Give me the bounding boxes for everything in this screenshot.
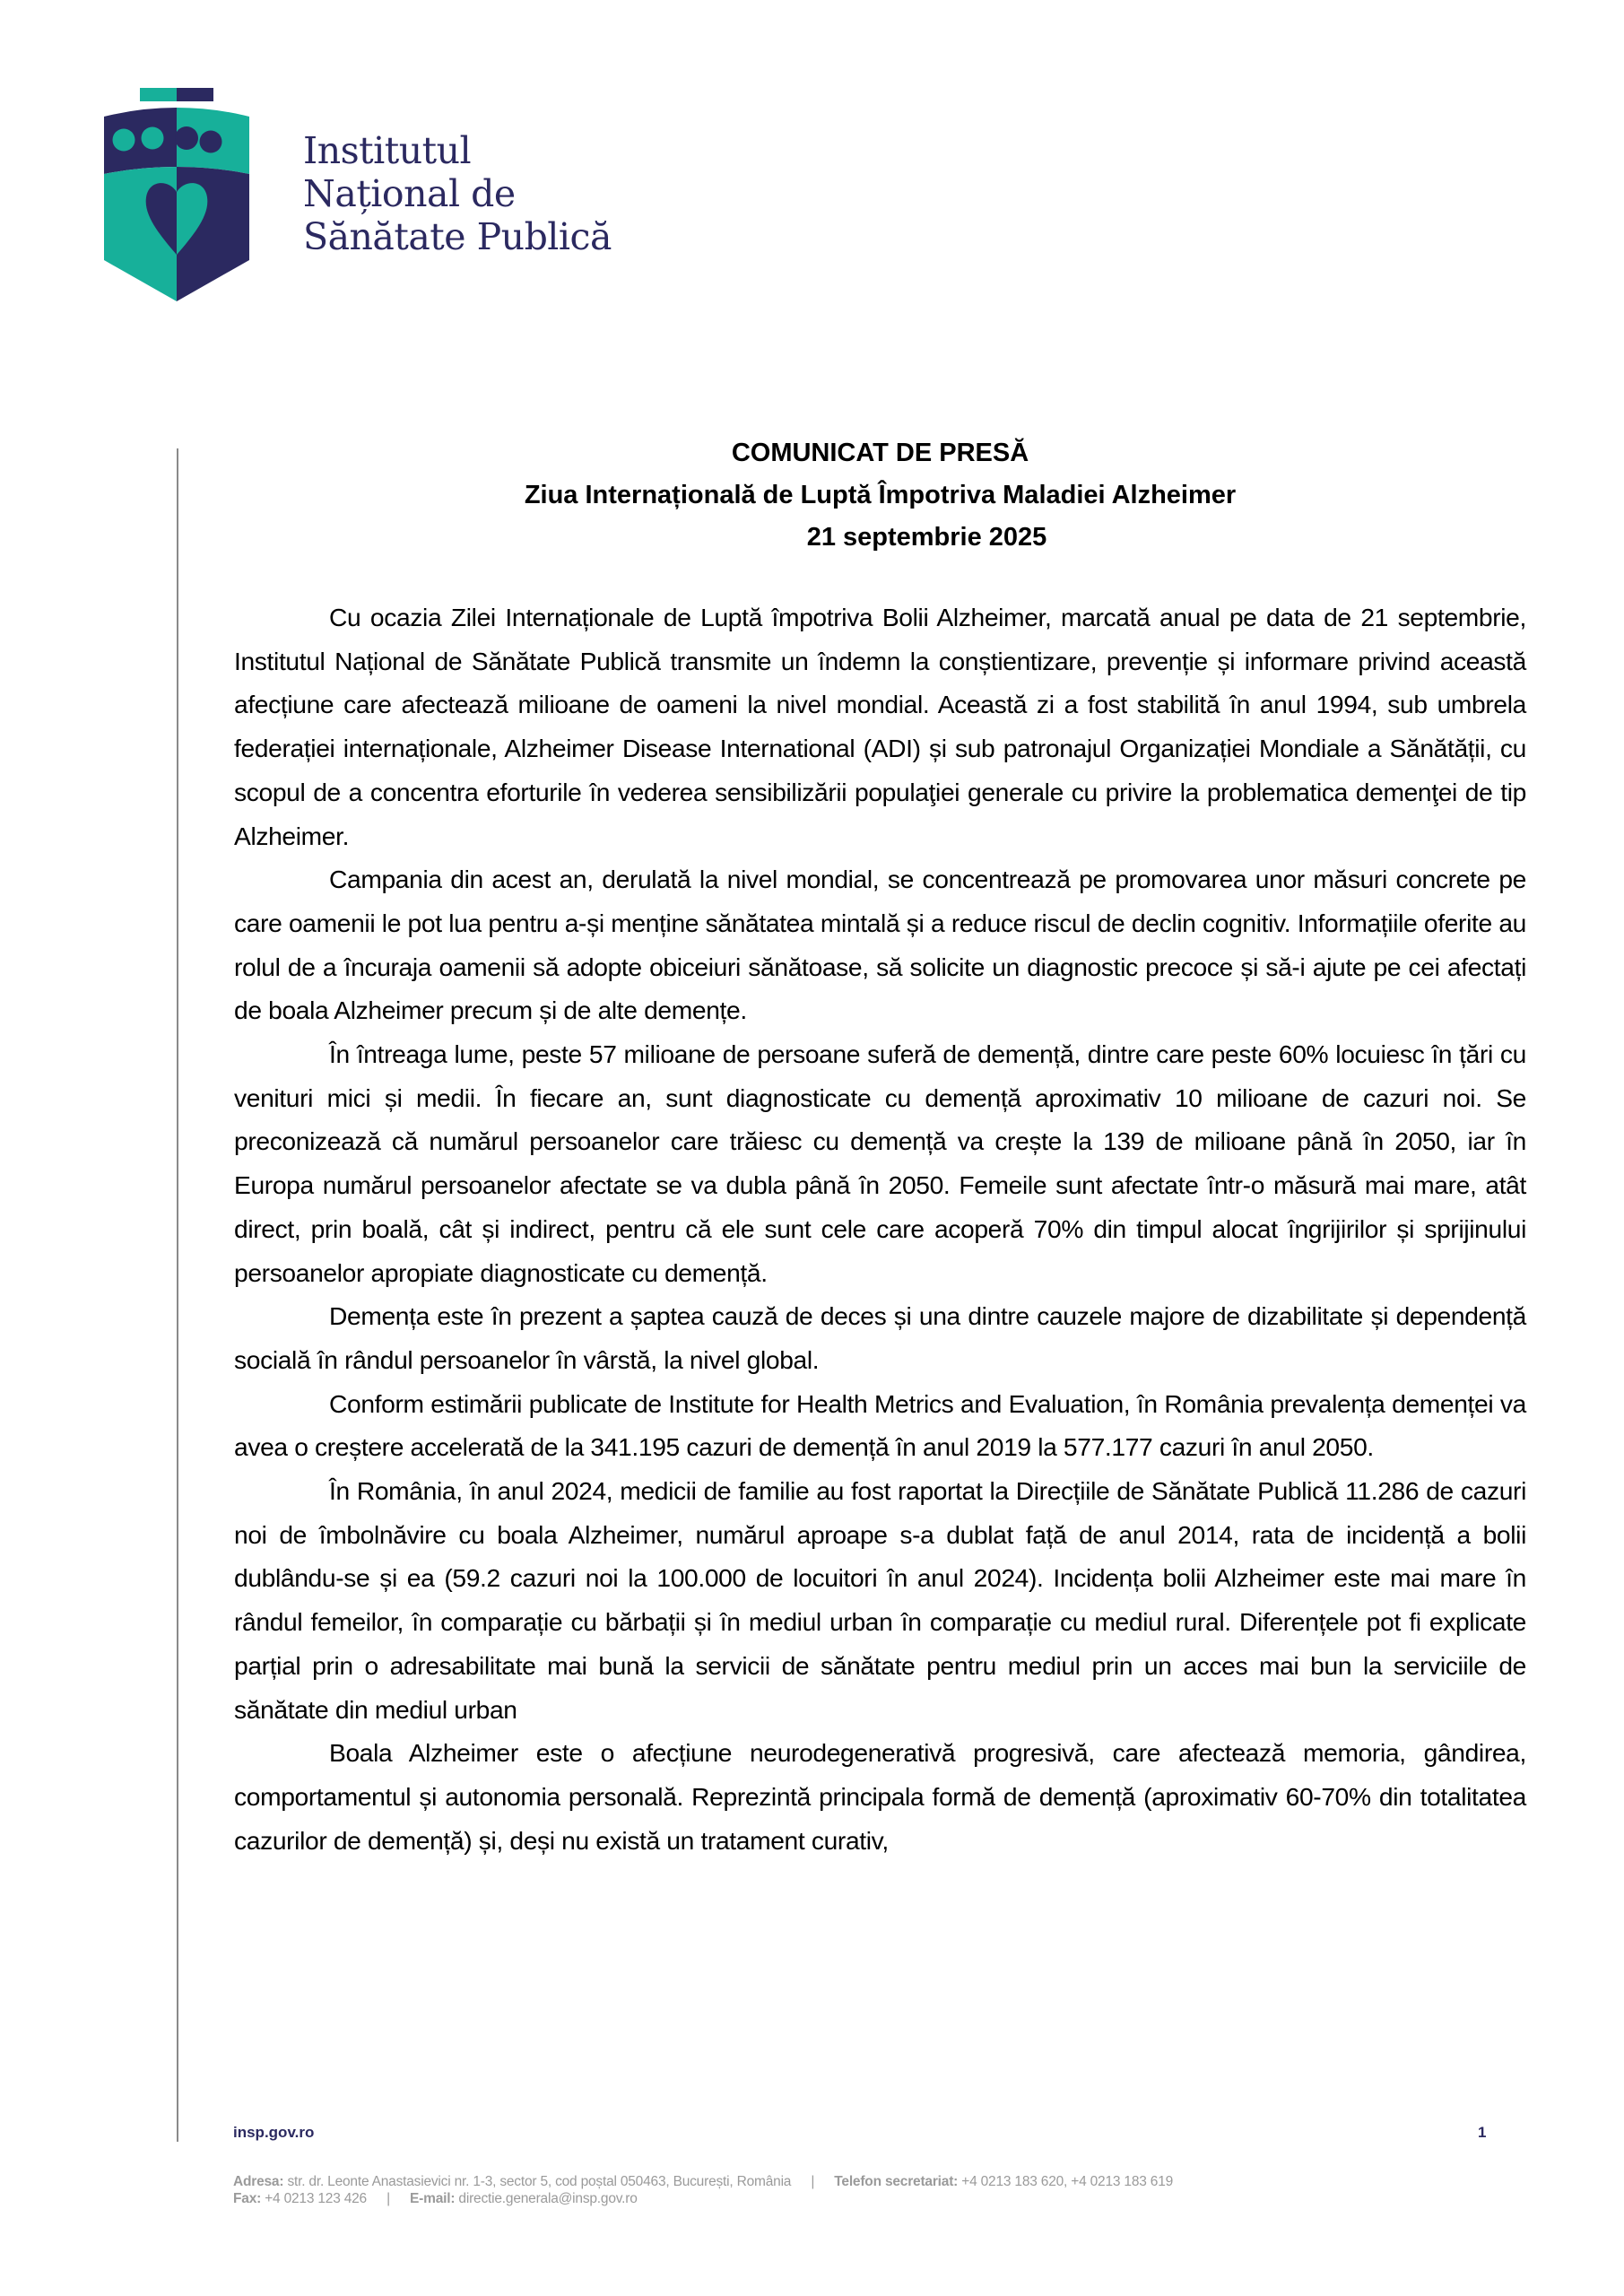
footer-contact-line [233,2191,638,2207]
address-value: str. dr. Leonte Anastasievici nr. 1-3, sector 5, cod poștal 050463, București, România [287,2174,792,2189]
body-paragraph: Conform estimării publicate de Institute for Health Metrics and Evaluation, în România prevalența demenței va avea o creștere accelerată de la 341.195 cazuri de demență în anul 2019 la 577.177 cazuri în anul 2050. [234,1388,1526,1462]
address-label: Adresa: [233,2174,284,2189]
fax-value: +4 0213 123 426 [265,2191,367,2206]
press-release-body [234,596,1526,1862]
phone-value: +4 0213 183 620, +4 0213 183 619 [961,2174,1174,2189]
left-margin-rule [177,448,178,2142]
email-link[interactable]: directie.generala@insp.gov.ro [458,2191,638,2206]
phone-label: Telefon secretariat: [834,2174,959,2189]
institution-name [303,129,612,258]
institution-logo [99,83,637,307]
release-date: 21 septembrie 2025 [806,523,1047,552]
page-number: 1 [1478,2124,1487,2141]
logo-line-2: Național de [303,172,516,215]
fax-label: Fax: [233,2191,262,2206]
page-subtitle: Ziua Internațională de Luptă Împotriva Maladiei Alzheimer [524,481,1237,509]
body-paragraph: Campania din acest an, derulată la nivel mondial, se concentrează pe promovarea unor măsuri concrete pe care oamenii le pot lua pentru a-și menține sănătatea mintală și a reduce riscul de declin cognitiv. Informațiile oferite au rolul de a încuraja oamenii să adopte obiceiuri sănătoase, să solicite un diagnostic precoce și să-i ajute pe cei afectați de boala Alzheimer precum și de alte demențe. [234,865,1526,1025]
logo-line-1: Institutul [303,129,472,172]
press-release-header [234,432,1526,559]
page-title: COMUNICAT DE PRESĂ [731,439,1029,467]
body-paragraph: Demența este în prezent a șaptea cauză de deces și una dintre cauzele majore de dizabilitate și dependență socială în rândul persoanelor în vârstă, la nivel global. [234,1301,1526,1374]
body-paragraph: În întreaga lume, peste 57 milioane de persoane suferă de demență, dintre care peste 60% locuiesc în țări cu venituri mici și medii. În fiecare an, sunt diagnosticate cu demență aproximativ 10 milioane de cazuri noi. Se preconizează că numărul persoanelor care trăiesc cu demență va crește la 139 de milioane până în 2050, iar în Europa numărul persoanelor afectate se va dubla până în 2050. Femeile sunt afectate într-o măsură mai mare, atât direct, prin boală, cât și indirect, pentru că ele sunt cele care acoperă 70% din timpul alocat îngrijirilor și sprijinului persoanelor apropiate diagnosticate cu demență. [234,1039,1526,1287]
footer-separator: | [386,2191,390,2206]
footer-address-line [233,2174,1173,2190]
footer-website-link[interactable]: insp.gov.ro [233,2124,315,2141]
body-paragraph: În România, în anul 2024, medicii de familie au fost raportat la Direcțiile de Sănătate Publică 11.286 de cazuri noi de îmbolnăvire cu boala Alzheimer, numărul aproape s-a dublat față de anul 2014, rata de incidență a bolii dublându-se și ea (59.2 cazuri noi la 100.000 de locuitori în anul 2024). Incidența bolii Alzheimer este mai mare în rândul femeilor, în comparație cu bărbații și în mediul urban în comparație cu mediul rural. Diferențele pot fi explicate parțial prin o adresabilitate mai bună la servicii de sănătate pentru mediul prin un acces mai bun la serviciile de sănătate din mediul urban [234,1476,1526,1724]
body-paragraph: Boala Alzheimer este o afecțiune neurodegenerativă progresivă, care afectează memoria, gândirea, comportamentul și autonomia personală. Reprezintă principala formă de demență (aproximativ 60-70% din totalitatea cazurilor de demență) și, deși nu există un tratament curativ, [234,1738,1526,1855]
email-label: E-mail: [410,2191,456,2206]
shield-heart-logo-icon [99,83,256,307]
body-paragraph: Cu ocazia Zilei Internaționale de Luptă împotriva Bolii Alzheimer, marcată anual pe data de 21 septembrie, Institutul Național de Sănătate Publică transmite un îndemn la conștientizare, prevenție și informare privind această afecțiune care afectează milioane de oameni la nivel mondial. Această zi a fost stabilită în anul 1994, sub umbrela federației internaționale, Alzheimer Disease International (ADI) și sub patronajul Organizației Mondiale a Sănătății, cu scopul de a concentra eforturile în vederea sensibilizării populaţiei generale cu privire la problematica demenţei de tip Alzheimer. [234,603,1526,850]
logo-line-3: Sănătate Publică [303,215,612,258]
footer-separator: | [811,2174,815,2189]
